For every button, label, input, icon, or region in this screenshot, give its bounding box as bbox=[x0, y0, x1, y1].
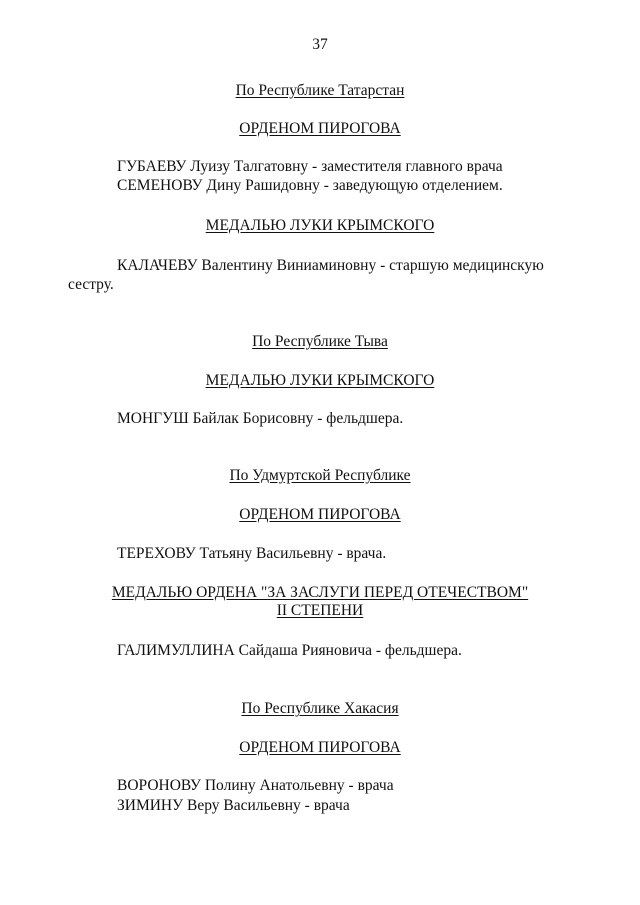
region-heading-khakassia: По Республике Хакасия bbox=[241, 700, 399, 717]
award-heading-fatherland-merit-line1: МЕДАЛЬЮ ОРДЕНА "ЗА ЗАСЛУГИ ПЕРЕД ОТЕЧЕСТВОМ" bbox=[111, 584, 529, 601]
recipient-line-continuation: сестру. bbox=[68, 276, 114, 293]
recipient-line: ВОРОНОВУ Полину Анатольевну - врача bbox=[117, 777, 394, 794]
recipient-line: ГУБАЕВУ Луизу Талгатовну - заместителя главного врача bbox=[117, 158, 503, 175]
award-heading-luka-tyva: МЕДАЛЬЮ ЛУКИ КРЫМСКОГО bbox=[205, 372, 435, 389]
award-heading-luka-tatarstan: МЕДАЛЬЮ ЛУКИ КРЫМСКОГО bbox=[205, 217, 435, 234]
region-heading-tyva: По Республике Тыва bbox=[252, 333, 388, 350]
award-heading-pirogov-udmurtia: ОРДЕНОМ ПИРОГОВА bbox=[239, 506, 401, 523]
recipient-line: ЗИМИНУ Веру Васильевну - врача bbox=[117, 797, 350, 814]
award-heading-pirogov-tatarstan: ОРДЕНОМ ПИРОГОВА bbox=[239, 120, 401, 137]
recipient-line: ТЕРЕХОВУ Татьяну Васильевну - врача. bbox=[117, 545, 387, 562]
page-number: 37 bbox=[312, 36, 328, 53]
award-heading-pirogov-khakassia: ОРДЕНОМ ПИРОГОВА bbox=[239, 739, 401, 756]
region-heading-tatarstan: По Республике Татарстан bbox=[235, 82, 405, 99]
recipient-line: МОНГУШ Байлак Борисовну - фельдшера. bbox=[117, 410, 404, 427]
recipient-line: СЕМЕНОВУ Дину Рашидовну - заведующую отделением. bbox=[117, 177, 503, 194]
region-heading-udmurtia: По Удмуртской Республике bbox=[229, 467, 411, 484]
award-heading-fatherland-merit-line2: II СТЕПЕНИ bbox=[276, 602, 364, 619]
recipient-line: КАЛАЧЕВУ Валентину Виниаминовну - старшую медицинскую bbox=[117, 257, 544, 274]
recipient-line: ГАЛИМУЛЛИНА Сайдаша Рияновича - фельдшера. bbox=[117, 642, 462, 659]
